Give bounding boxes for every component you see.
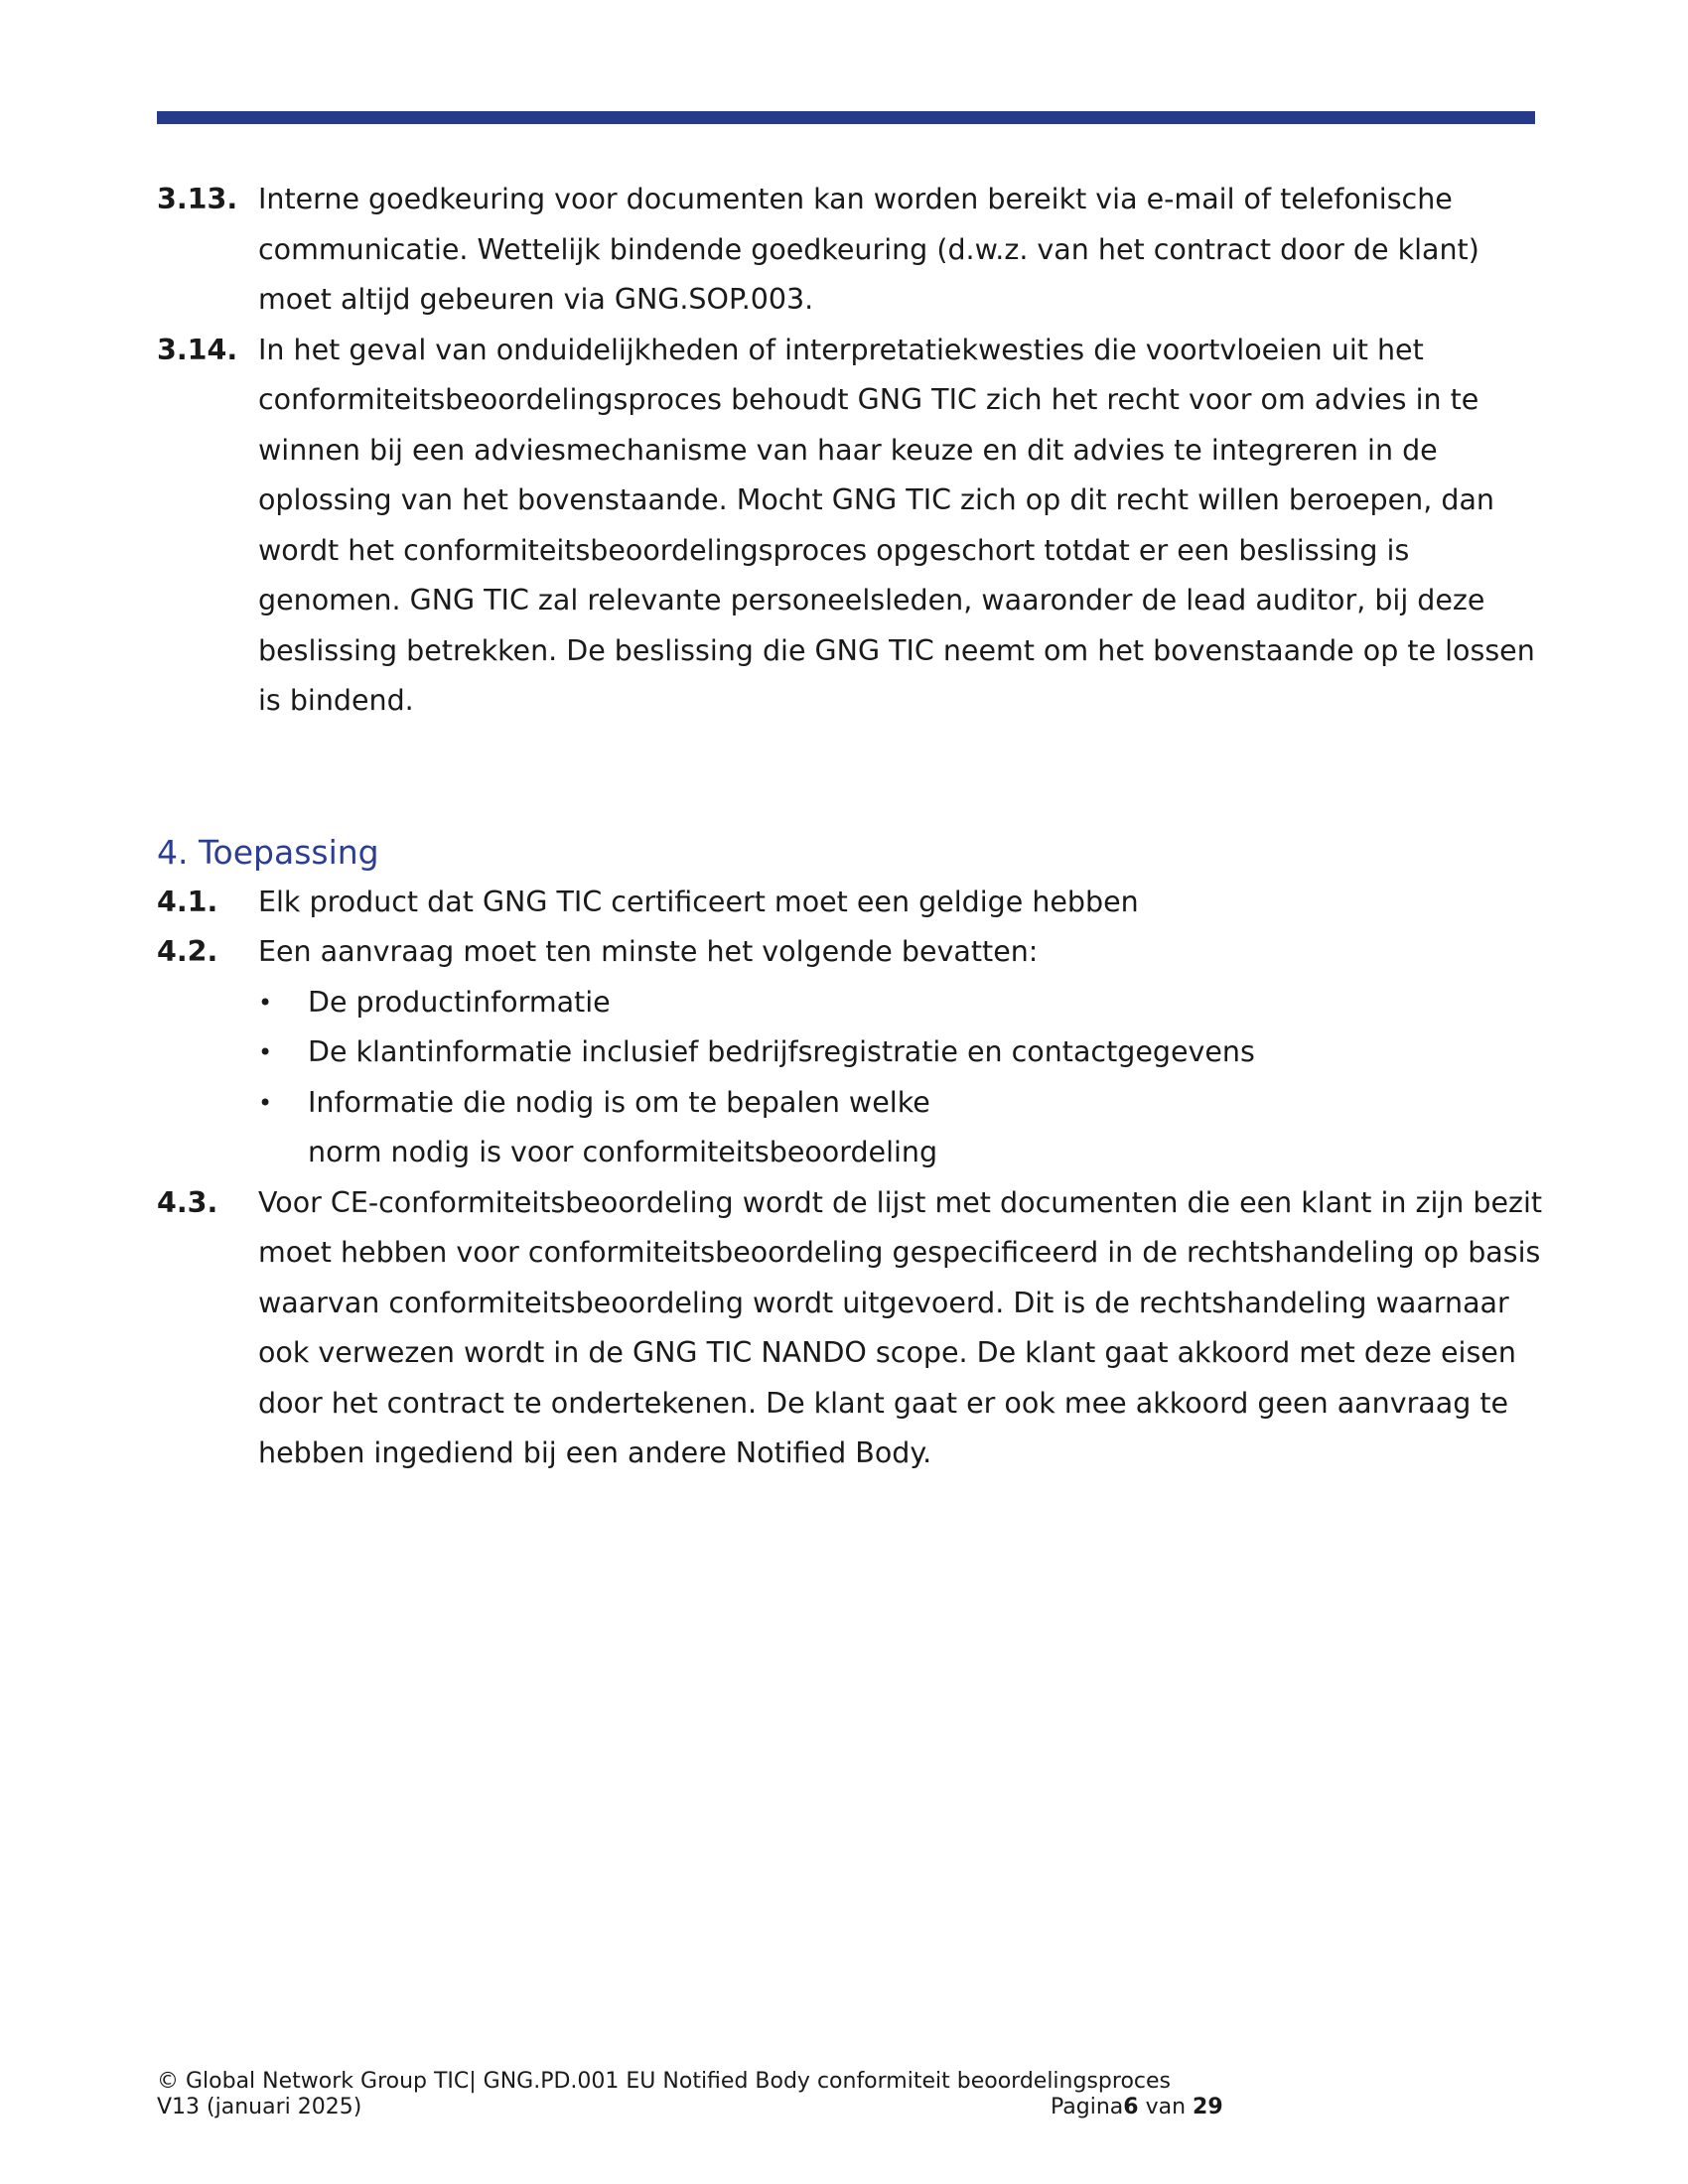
clause-text: Elk product dat GNG TIC certificeert moet een geldige hebben	[258, 885, 1139, 918]
section-spacer	[157, 727, 1547, 828]
footer-copyright: © Global Network Group TIC| GNG.PD.001 EU Notified Body conformiteit beoordelingsproces	[157, 2069, 1171, 2094]
bullet-icon: •	[258, 1088, 273, 1117]
page-current: 6	[1123, 2095, 1139, 2119]
list-item	[258, 978, 1547, 1028]
document-body	[157, 175, 1547, 1479]
clause-number: 4.3.	[157, 1185, 218, 1219]
clause-3-13	[157, 175, 1547, 326]
footer-meta	[157, 2095, 1348, 2120]
clause-4-1	[157, 878, 1547, 928]
footer-version: V13 (januari 2025)	[157, 2095, 362, 2119]
clause-number: 3.14.	[157, 333, 238, 366]
clause-text: Voor CE-conformiteitsbeoordeling wordt de lijst met documenten die een klant in zijn bezit moet hebben voor conformiteitsbeoordeling gespecificeerd in de rechtshandeling op basis waarvan conformiteitsbeoordeling wordt uitgevoerd. Dit is de rechtshandeling waarnaar ook verwezen wordt in de GNG TIC NANDO scope. De klant gaat akkoord met deze eisen door het contract te ondertekenen. De klant gaat er ook mee akkoord geen aanvraag te hebben ingediend bij een andere Notified Body.	[258, 1185, 1543, 1469]
clause-number: 4.1.	[157, 885, 218, 918]
clause-4-3	[157, 1178, 1547, 1479]
list-item-text: Informatie die nodig is om te bepalen welke norm nodig is voor conformiteitsbeoordeling	[308, 1085, 938, 1168]
clause-number: 3.13.	[157, 183, 238, 215]
header-rule	[157, 111, 1535, 124]
page-total: 29	[1193, 2095, 1223, 2119]
section-heading: 4. Toepassing	[157, 832, 379, 872]
page-number	[1051, 2095, 1223, 2120]
page-footer	[157, 2069, 1348, 2120]
list-item	[258, 1027, 1547, 1078]
requirements-list	[157, 978, 1547, 1178]
list-item-text: De productinformatie	[308, 985, 611, 1019]
clause-text: Een aanvraag moet ten minste het volgende bevatten:	[258, 935, 1039, 968]
bullet-icon: •	[258, 1038, 273, 1066]
page-of: van	[1138, 2095, 1194, 2119]
page-label: Pagina	[1051, 2095, 1124, 2119]
clause-text: In het geval van onduidelijkheden of interpretatiekwesties die voortvloeien uit het conformiteitsbeoordelingsproces behoudt GNG TIC zich het recht voor om advies in te winnen bij een adviesmechanisme van haar keuze en dit advies te integreren in de oplossing van het bovenstaande. Mocht GNG TIC zich op dit recht willen beroepen, dan wordt het conformiteitsbeoordelingsproces opgeschort totdat er een beslissing is genomen. GNG TIC zal relevante personeelsleden, waaronder de lead auditor, bij deze beslissing betrekken. De beslissing die GNG TIC neemt om het bovenstaande op te lossen is bindend.	[258, 333, 1535, 717]
clause-3-14	[157, 326, 1547, 727]
clause-text: Interne goedkeuring voor documenten kan worden bereikt via e-mail of telefonische communicatie. Wettelijk bindende goedkeuring (d.w.z. van het contract door de klant) moet altijd gebeuren via GNG.SOP.003.	[258, 183, 1479, 316]
list-item-text: De klantinformatie inclusief bedrijfsregistratie en contactgegevens	[308, 1035, 1255, 1068]
list-item	[258, 1078, 1547, 1178]
bullet-icon: •	[258, 988, 273, 1017]
clause-number: 4.2.	[157, 935, 218, 968]
clause-4-2	[157, 927, 1547, 978]
